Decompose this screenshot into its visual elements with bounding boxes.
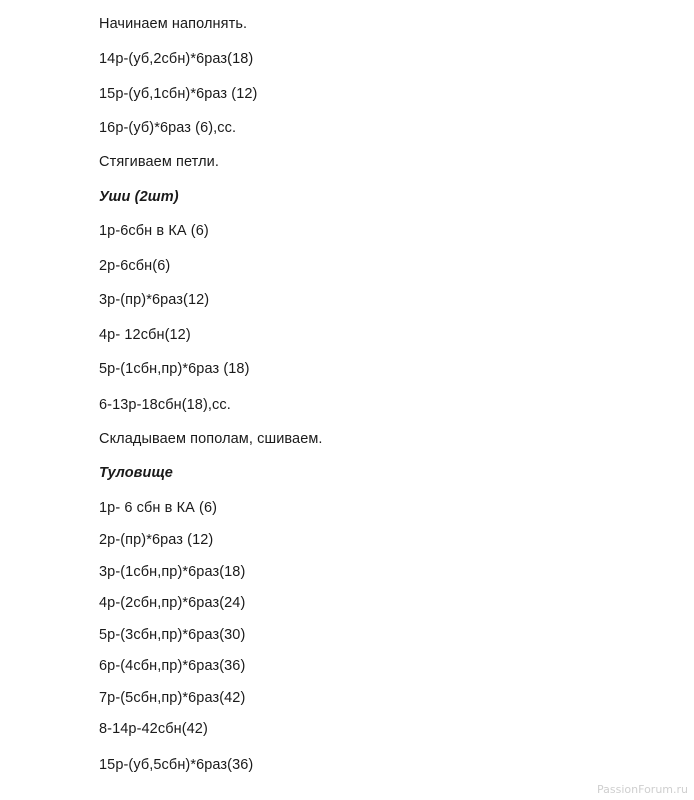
text-line: 3р-(1сбн,пр)*6раз(18) [99, 564, 246, 580]
text-line: 2р-6сбн(6) [99, 258, 171, 274]
text-line: 4р- 12сбн(12) [99, 327, 191, 343]
text-line: 7р-(5сбн,пр)*6раз(42) [99, 690, 246, 706]
text-line: 15р-(уб,1сбн)*6раз (12) [99, 86, 258, 102]
text-line: 8-14р-42сбн(42) [99, 721, 208, 737]
text-line: 15р-(уб,5сбн)*6раз(36) [99, 757, 254, 773]
text-line: 3р-(пр)*6раз(12) [99, 292, 210, 308]
text-line: 1р-6сбн в КА (6) [99, 223, 209, 239]
text-line: 1р- 6 сбн в КА (6) [99, 500, 218, 516]
text-line: 2р-(пр)*6раз (12) [99, 532, 214, 548]
text-line: 4р-(2сбн,пр)*6раз(24) [99, 595, 246, 611]
text-line: Стягиваем петли. [99, 154, 219, 170]
text-line: 6р-(4сбн,пр)*6раз(36) [99, 658, 246, 674]
text-line: 16р-(уб)*6раз (6),сс. [99, 120, 237, 136]
section-heading-body: Туловище [99, 465, 173, 481]
text-line: 5р-(1сбн,пр)*6раз (18) [99, 361, 250, 377]
text-line: Начинаем наполнять. [99, 16, 248, 32]
text-line: 14р-(уб,2сбн)*6раз(18) [99, 51, 254, 67]
text-line: 6-13р-18сбн(18),сс. [99, 397, 231, 413]
text-line: 5р-(3сбн,пр)*6раз(30) [99, 627, 246, 643]
section-heading-ears: Уши (2шт) [99, 189, 179, 205]
watermark: PassionForum.ru [597, 783, 688, 796]
text-line: Складываем пополам, сшиваем. [99, 431, 323, 447]
